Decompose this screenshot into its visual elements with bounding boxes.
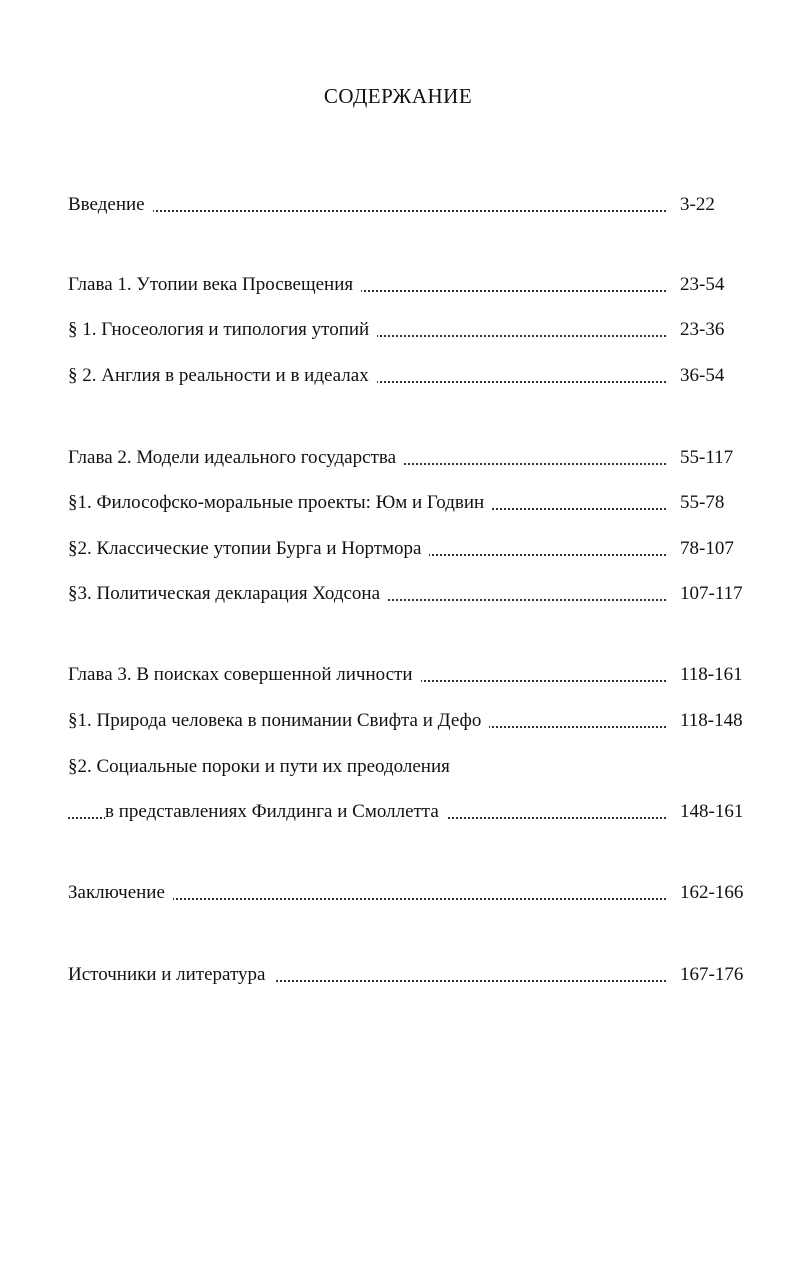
toc-entry-pages: 118-148	[680, 710, 743, 731]
toc-entry-ch3-sec2	[68, 754, 748, 780]
toc-entry-title: Заключение	[68, 880, 173, 906]
toc-entry-title: §2. Классические утопии Бурга и Нортмора	[68, 536, 429, 562]
toc-entry-title: Глава 1. Утопии века Просвещения	[68, 272, 361, 298]
toc-entry-ch3-sec1	[68, 708, 748, 734]
toc-entry-ch1-sec2	[68, 363, 748, 389]
toc-entry-ch3-sec2-cont	[68, 799, 748, 825]
toc-entry-title: §2. Социальные пороки и пути их преодоления	[68, 754, 458, 780]
toc-entry-title: Введение	[68, 192, 153, 218]
toc-entry-introduction	[68, 192, 748, 218]
toc-entry-sources	[68, 962, 748, 988]
toc-entry-ch2-sec1	[68, 490, 748, 516]
toc-entry-title: Глава 3. В поисках совершенной личности	[68, 662, 421, 688]
toc-entry-chapter-3	[68, 662, 748, 688]
toc-entry-title: §1. Природа человека в понимании Свифта и Дефо	[68, 708, 489, 734]
toc-entry-pages: 118-161	[680, 664, 743, 685]
toc-entry-conclusion	[68, 880, 748, 906]
toc-entry-pages: 55-117	[680, 447, 734, 468]
toc-entry-title: § 1. Гносеология и типология утопий	[68, 317, 377, 343]
toc-entry-title: § 2. Англия в реальности и в идеалах	[68, 363, 377, 389]
toc-entry-pages: 78-107	[680, 538, 734, 559]
toc-entry-title: в представлениях Филдинга и Смоллетта	[105, 799, 447, 825]
toc-entry-pages: 148-161	[680, 801, 744, 822]
toc-entry-pages: 36-54	[680, 365, 725, 386]
toc-entry-title: §1. Философско-моральные проекты: Юм и Годвин	[68, 490, 492, 516]
toc-entry-pages: 162-166	[680, 882, 744, 903]
toc-entry-pages: 167-176	[680, 964, 744, 985]
toc-entry-title: §3. Политическая декларация Ходсона	[68, 581, 388, 607]
toc-entry-pages: 23-36	[680, 319, 725, 340]
toc-entry-chapter-2	[68, 445, 748, 471]
toc-entry-pages: 23-54	[680, 274, 725, 295]
toc-entry-title: Глава 2. Модели идеального государства	[68, 445, 404, 471]
toc-entry-ch2-sec3	[68, 581, 748, 607]
toc-entry-ch1-sec1	[68, 317, 748, 343]
toc-entry-pages: 107-117	[680, 583, 743, 604]
dot-leader	[68, 210, 666, 212]
page-title: СОДЕРЖАНИЕ	[323, 84, 473, 108]
toc-entry-ch2-sec2	[68, 536, 748, 562]
toc-entry-pages: 55-78	[680, 492, 725, 513]
toc-entry-chapter-1	[68, 272, 748, 298]
toc-entry-pages: 3-22	[680, 194, 715, 215]
toc-entry-title: Источники и литература	[68, 962, 274, 988]
